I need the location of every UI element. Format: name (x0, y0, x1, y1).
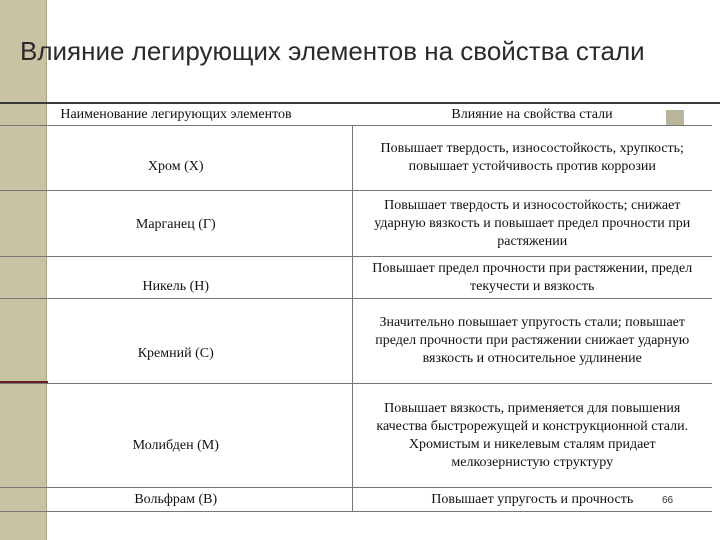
header-element-name: Наименование легирующих элементов (0, 104, 352, 126)
element-name-cell: Хром (Х) (0, 126, 352, 191)
element-name-cell: Никель (Н) (0, 257, 352, 299)
page-number: 66 (662, 495, 674, 506)
element-effect-cell: Значительно повышает упругость стали; повышает предел прочности при растяжении снижает ударную вязкость и относительное удлинение (352, 299, 712, 384)
table-row (0, 191, 712, 257)
table-row (0, 126, 712, 191)
element-effect-cell: Повышает вязкость, применяется для повышения качества быстрорежущей и конструкционной стали. Хромистым и никелевым сталям придает мелкозернистую структуру (352, 384, 712, 488)
table-row (0, 384, 712, 488)
header-effect: Влияние на свойства стали (352, 104, 712, 126)
table-header-row (0, 104, 712, 126)
table-row (0, 257, 712, 299)
element-name-cell: Вольфрам (В) (0, 488, 352, 512)
element-name-cell: Марганец (Г) (0, 191, 352, 257)
table-row (0, 299, 712, 384)
alloying-elements-table (0, 104, 712, 512)
element-effect-cell: Повышает твердость, износостойкость, хрупкость; повышает устойчивость против коррозии (352, 126, 712, 191)
table-row (0, 488, 712, 512)
element-effect-cell: Повышает твердость и износостойкость; снижает ударную вязкость и повышает предел прочности при растяжении (352, 191, 712, 257)
element-effect-cell: Повышает упругость и прочность (352, 488, 712, 512)
element-name-cell: Кремний (С) (0, 299, 352, 384)
slide-title: Влияние легирующих элементов на свойства стали (20, 36, 645, 66)
element-name-cell: Молибден (М) (0, 384, 352, 488)
element-effect-cell: Повышает предел прочности при растяжении, предел текучести и вязкость (352, 257, 712, 299)
